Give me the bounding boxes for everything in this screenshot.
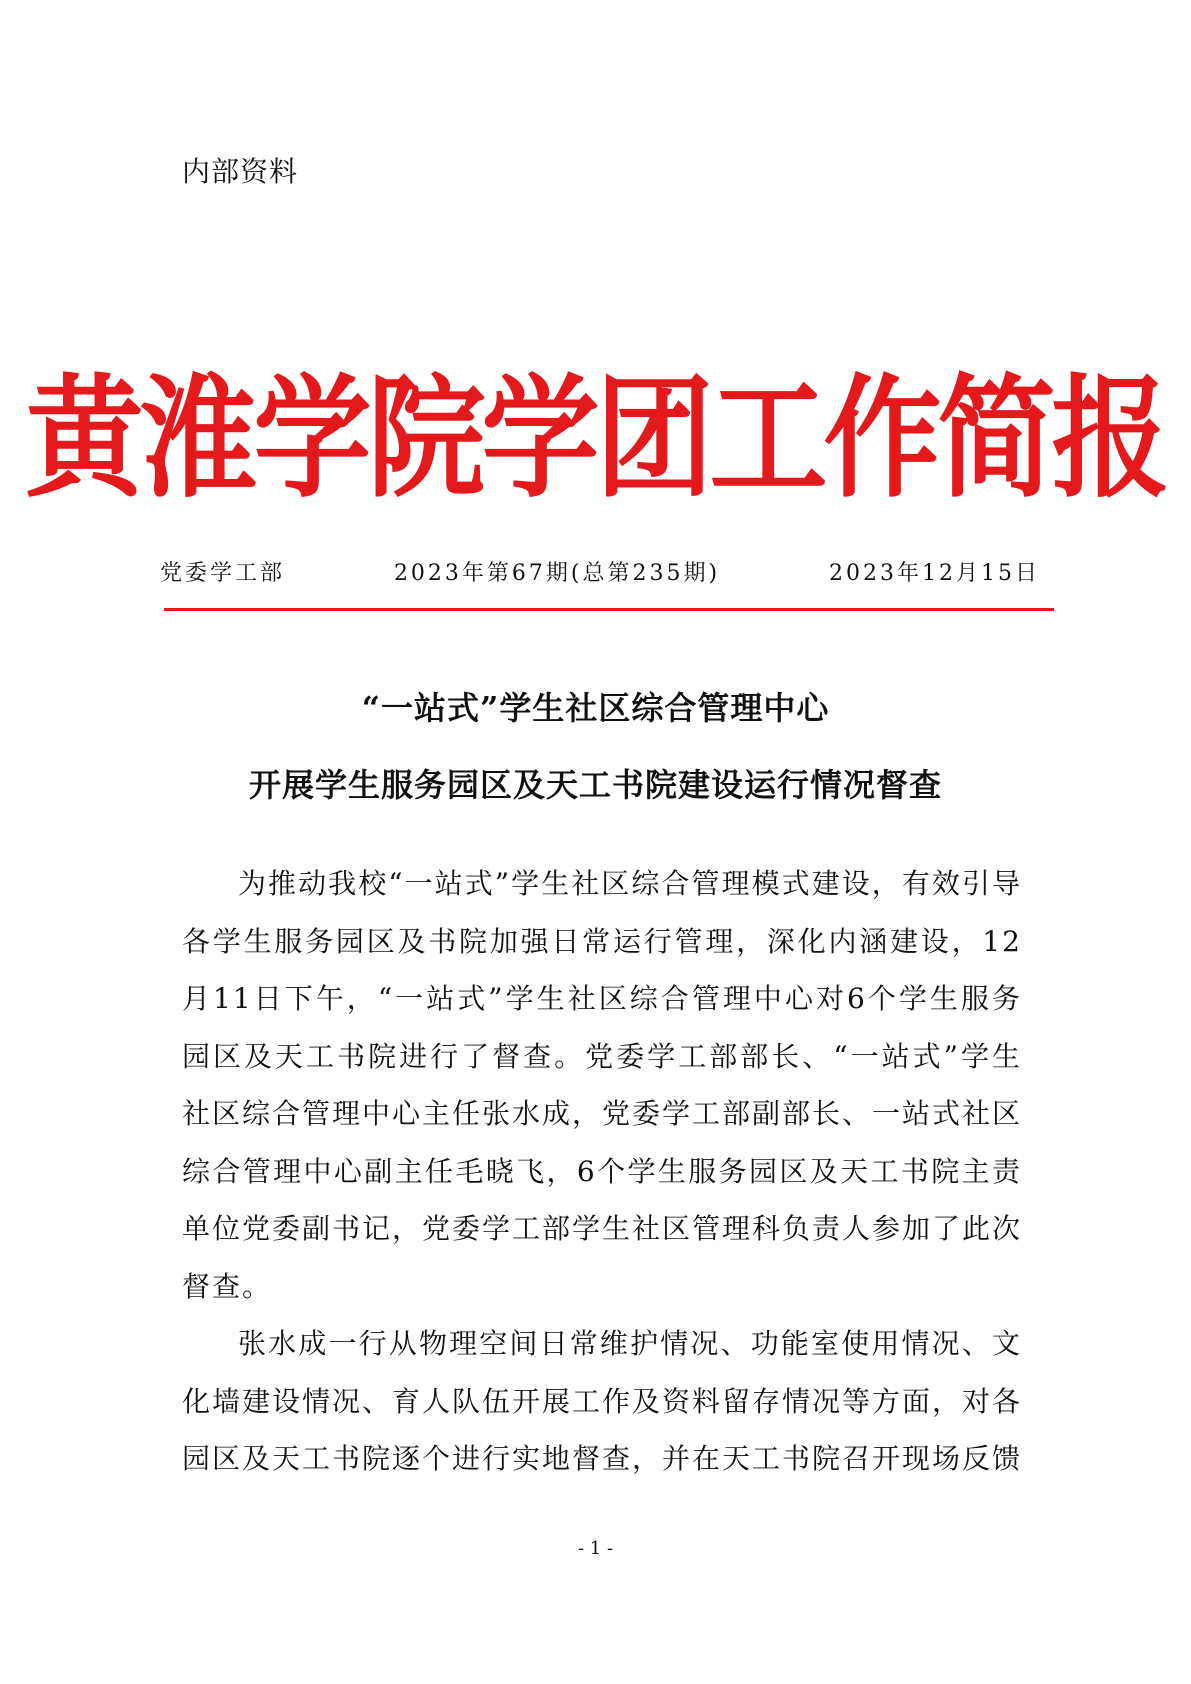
body-paragraph: 为推动我校“一站式”学生社区综合管理模式建设，有效引导各学生服务园区及书院加强日常运行管理，深化内涵建设，12月11日下午，“一站式”学生社区综合管理中心对6个学生服务园区及天工书院进行了督查。党委学工部部长、“一站式”学生社区综合管理中心主任张水成，党委学工部副部长、一站式社区综合管理中心副主任毛晓飞，6个学生服务园区及天工书院主责单位党委副书记，党委学工部学生社区管理科负责人参加了此次督查。 — [182, 867, 1023, 1303]
article-title-line-1: “一站式”学生社区综合管理中心 — [361, 689, 830, 727]
red-divider — [164, 608, 1054, 611]
issue-date: 2023年12月15日 — [829, 561, 1040, 586]
article-title-line-2: 开展学生服务园区及天工书院建设运行情况督查 — [248, 766, 942, 804]
page-number: - 1 - — [577, 1538, 614, 1559]
issuing-department: 党委学工部 — [160, 561, 286, 586]
issue-info-line — [160, 556, 1040, 587]
masthead-title: 黄淮学院学团工作简报 — [25, 360, 1166, 516]
article-body — [182, 855, 1022, 1488]
issue-number: 2023年第67期(总第235期) — [393, 561, 721, 586]
internal-material-label: 内部资料 — [182, 155, 299, 188]
body-paragraph: 张水成一行从物理空间日常维护情况、功能室使用情况、文化墙建设情况、育人队伍开展工作及资料留存情况等方面，对各园区及天工书院逐个进行实地督查，并在天工书院召开现场反馈 — [182, 1327, 1023, 1475]
